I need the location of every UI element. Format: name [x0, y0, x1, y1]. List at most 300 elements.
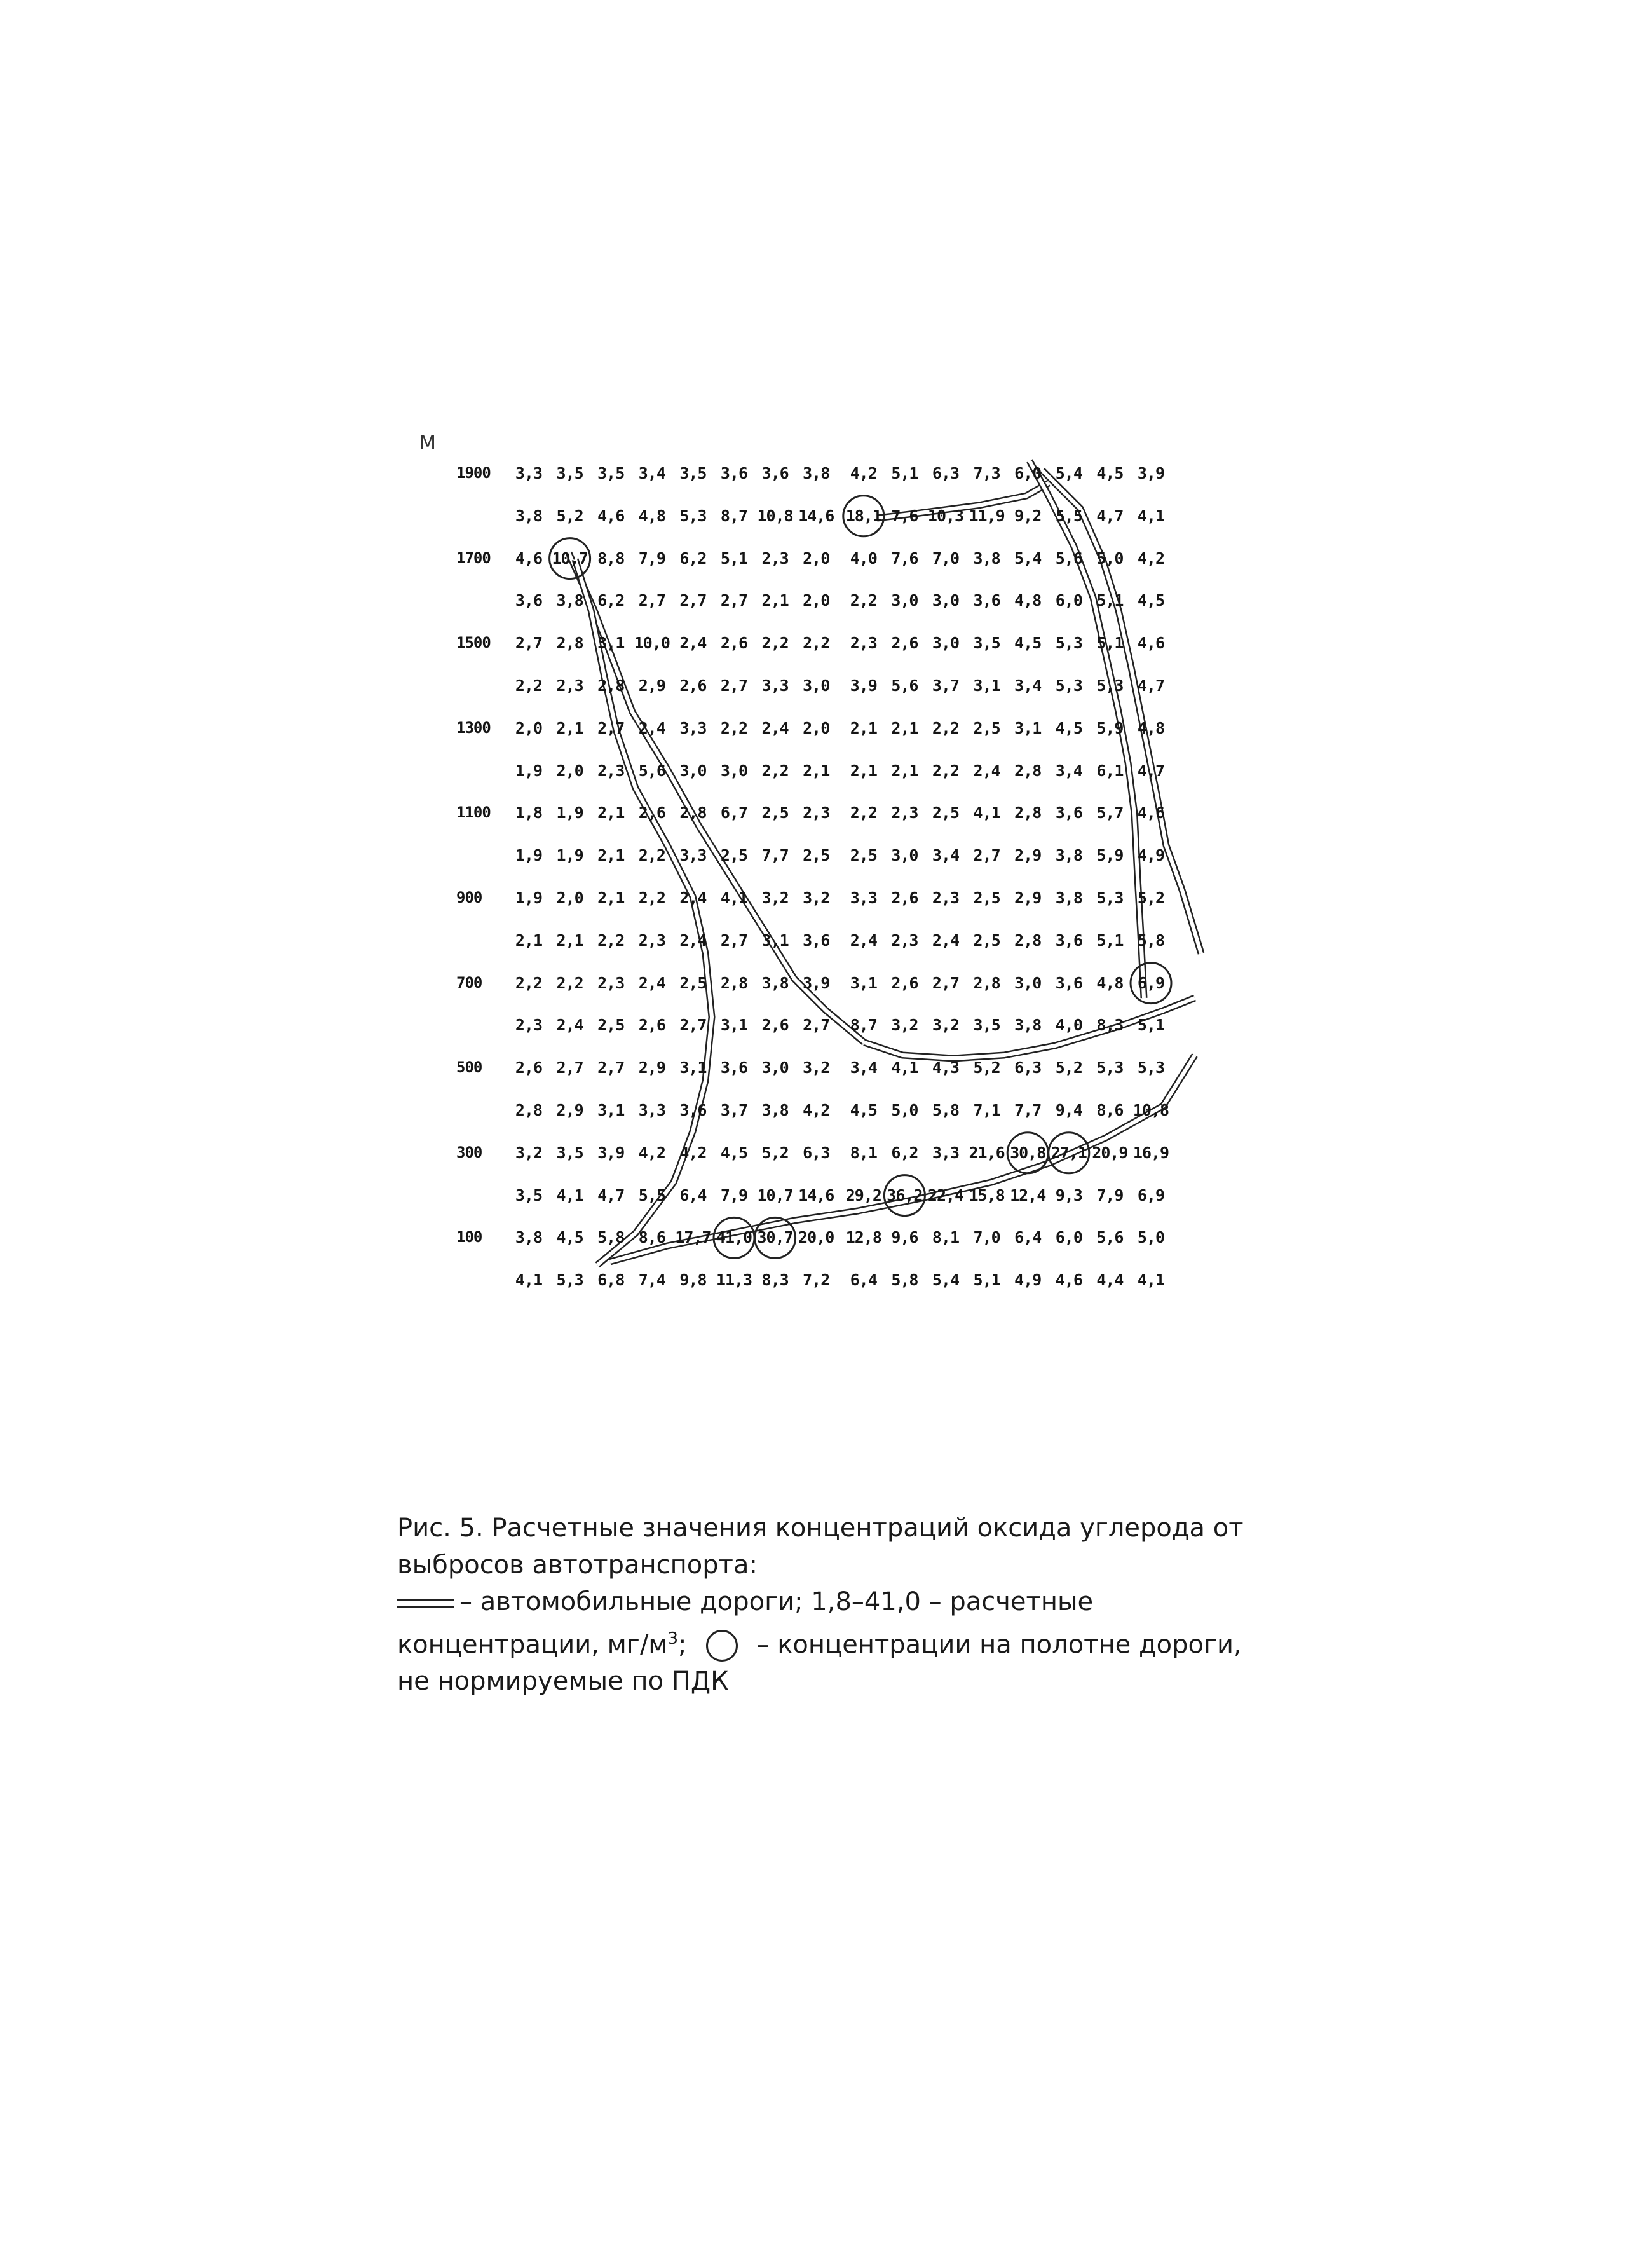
- grid-value: 2,2: [850, 591, 877, 610]
- grid-value: 6,9: [1137, 973, 1165, 992]
- grid-value: 6,1: [1096, 761, 1124, 780]
- grid-value: 4,5: [556, 1228, 583, 1247]
- grid-value: 30,7: [757, 1228, 793, 1247]
- grid-value: 4,1: [720, 889, 748, 907]
- grid-value: 2,1: [803, 761, 830, 780]
- grid-value: 2,3: [597, 761, 625, 780]
- caption-superscript: 3: [667, 1629, 679, 1648]
- grid-value: 22,4: [927, 1185, 964, 1205]
- grid-value: 2,9: [1014, 846, 1042, 865]
- grid-value: 3,1: [720, 1016, 748, 1035]
- grid-value: 2,3: [891, 803, 918, 823]
- grid-value: 2,4: [850, 931, 877, 950]
- grid-value: 5,0: [1137, 1228, 1165, 1247]
- grid-value: 9,4: [1055, 1101, 1082, 1119]
- grid-value: 9,3: [1055, 1185, 1082, 1205]
- grid-value: 3,0: [720, 761, 748, 780]
- grid-value: 3,8: [515, 506, 543, 525]
- grid-value: 4,6: [1137, 803, 1165, 823]
- grid-value: 2,2: [515, 676, 543, 695]
- grid-value: 4,5: [1137, 591, 1165, 610]
- grid-value: 5,5: [638, 1185, 665, 1205]
- grid-value: 4,1: [556, 1185, 583, 1205]
- grid-value: 3,8: [973, 549, 1000, 568]
- road-legend-icon: [397, 1599, 454, 1608]
- grid-value: 3,7: [932, 676, 960, 695]
- figure-caption: [397, 1510, 1268, 1700]
- grid-value: 4,2: [1137, 549, 1165, 568]
- grid-value: 6,9: [1137, 1185, 1165, 1205]
- grid-value: 6,4: [850, 1271, 877, 1290]
- grid-value: 2,5: [720, 846, 748, 865]
- grid-value: 20,9: [1092, 1143, 1128, 1162]
- grid-value: 3,6: [1055, 931, 1082, 950]
- grid-value: 3,8: [803, 464, 830, 482]
- grid-value: 4,7: [597, 1185, 625, 1205]
- grid-value: 5,3: [1055, 676, 1082, 695]
- grid-value: 5,3: [679, 506, 707, 525]
- grid-value: 4,9: [1014, 1271, 1042, 1290]
- grid-value: 3,2: [891, 1016, 918, 1035]
- grid-value: 5,2: [973, 1058, 1000, 1077]
- grid-value: 3,1: [973, 676, 1000, 695]
- grid-value: 30,8: [1010, 1143, 1046, 1162]
- y-axis-label: 1900: [456, 464, 491, 482]
- grid-value: 7,9: [1096, 1185, 1124, 1205]
- grid-value: 15,8: [969, 1185, 1005, 1205]
- grid-value: 2,6: [891, 973, 918, 992]
- grid-value: 3,2: [803, 1058, 830, 1077]
- grid-value: 6,3: [1014, 1058, 1042, 1077]
- grid-value: 2,0: [556, 889, 583, 907]
- grid-value: 4,9: [1137, 846, 1165, 865]
- grid-value: 11,9: [969, 506, 1005, 525]
- grid-value: 2,5: [679, 973, 707, 992]
- grid-value: 3,3: [638, 1101, 665, 1119]
- grid-value: 5,3: [1096, 676, 1124, 695]
- grid-value: 3,0: [932, 634, 960, 653]
- grid-value: 2,6: [679, 676, 707, 695]
- grid-value: 5,8: [597, 1228, 625, 1247]
- grid-value: 3,6: [720, 1058, 748, 1077]
- grid-value: 2,2: [932, 718, 960, 737]
- grid-value: 2,7: [932, 973, 960, 992]
- grid-value: 2,2: [638, 889, 665, 907]
- grid-value: 2,1: [850, 761, 877, 780]
- grid-value: 2,2: [803, 634, 830, 653]
- circle-legend-icon: [706, 1630, 738, 1662]
- grid-value: 5,1: [1096, 931, 1124, 950]
- grid-value: 3,3: [679, 846, 707, 865]
- grid-value: 3,6: [803, 931, 830, 950]
- grid-value: 2,2: [761, 634, 789, 653]
- grid-value: 8,8: [597, 549, 625, 568]
- y-axis-label: 1100: [456, 803, 491, 822]
- grid-value: 5,3: [1096, 1058, 1124, 1077]
- y-axis-label: 900: [456, 889, 482, 906]
- grid-value: 2,4: [679, 889, 707, 907]
- grid-value: 3,6: [679, 1101, 707, 1119]
- grid-value: 3,6: [1055, 803, 1082, 823]
- grid-value: 3,1: [850, 973, 877, 992]
- grid-value: 5,6: [891, 676, 918, 695]
- grid-value: 2,7: [973, 846, 1000, 865]
- grid-value: 2,2: [597, 931, 625, 950]
- grid-value: 5,2: [1137, 889, 1165, 907]
- grid-value: 3,4: [850, 1058, 877, 1077]
- grid-value: 8,7: [850, 1016, 877, 1035]
- grid-value: 4,6: [515, 549, 543, 568]
- grid-value: 2,9: [556, 1101, 583, 1119]
- grid-value: 4,8: [1137, 718, 1165, 737]
- grid-value: 2,7: [597, 718, 625, 737]
- grid-value: 7,6: [891, 506, 918, 525]
- grid-value: 2,8: [515, 1101, 543, 1119]
- grid-value: 4,4: [1096, 1271, 1124, 1290]
- grid-value: 2,7: [638, 591, 665, 610]
- grid-value: 3,2: [761, 889, 789, 907]
- road-outline: [569, 553, 864, 1042]
- grid-value: 3,5: [515, 1185, 543, 1205]
- grid-value: 3,3: [515, 464, 543, 482]
- grid-value: 2,4: [932, 931, 960, 950]
- grid-value: 5,9: [1096, 718, 1124, 737]
- grid-value: 2,2: [720, 718, 748, 737]
- grid-value: 4,2: [679, 1143, 707, 1162]
- grid-value: 6,2: [597, 591, 625, 610]
- grid-value: 2,7: [720, 676, 748, 695]
- grid-value: 5,2: [556, 506, 583, 525]
- grid-value: 2,4: [761, 718, 789, 737]
- grid-value: 5,6: [638, 761, 665, 780]
- grid-value: 3,8: [1055, 846, 1082, 865]
- grid-value: 6,4: [1014, 1228, 1042, 1247]
- grid-value: 3,0: [761, 1058, 789, 1077]
- grid-value: 3,2: [515, 1143, 543, 1162]
- grid-value: 1,8: [515, 803, 543, 823]
- grid-value: 4,1: [1137, 1271, 1165, 1290]
- grid-value: 5,1: [720, 549, 748, 568]
- grid-value: 4,1: [973, 803, 1000, 823]
- grid-value: 1,9: [515, 846, 543, 865]
- grid-value: 8,1: [850, 1143, 877, 1162]
- grid-value: 4,6: [1055, 1271, 1082, 1290]
- grid-value: 2,8: [597, 676, 625, 695]
- grid-value: 2,5: [973, 889, 1000, 907]
- grid-value: 17,7: [675, 1228, 711, 1247]
- grid-value: 7,9: [638, 549, 665, 568]
- grid-value: 8,7: [720, 506, 748, 525]
- grid-value: 3,0: [803, 676, 830, 695]
- grid-value: 3,3: [761, 676, 789, 695]
- grid-value: 5,0: [1096, 549, 1124, 568]
- grid-value: 2,7: [515, 634, 543, 653]
- grid-value: 5,3: [1137, 1058, 1165, 1077]
- grid-value: 3,4: [932, 846, 960, 865]
- grid-value: 3,6: [973, 591, 1000, 610]
- grid-value: 2,2: [638, 846, 665, 865]
- grid-value: 3,0: [679, 761, 707, 780]
- grid-value: 5,1: [891, 464, 918, 482]
- grid-value: 3,8: [515, 1228, 543, 1247]
- grid-value: 2,7: [597, 1058, 625, 1077]
- grid-value: 4,5: [1014, 634, 1042, 653]
- grid-value: 8,6: [1096, 1101, 1124, 1119]
- grid-value: 2,0: [515, 718, 543, 737]
- grid-value: 4,8: [638, 506, 665, 525]
- grid-value: 3,3: [932, 1143, 960, 1162]
- grid-value: 5,4: [932, 1271, 960, 1290]
- grid-value: 5,3: [1055, 634, 1082, 653]
- grid-value: 3,9: [597, 1143, 625, 1162]
- grid-value: 3,5: [973, 1016, 1000, 1035]
- grid-value: 2,3: [515, 1016, 543, 1035]
- grid-value: 1,9: [515, 889, 543, 907]
- grid-value: 6,4: [679, 1185, 707, 1205]
- grid-value: 2,7: [679, 1016, 707, 1035]
- grid-value: 2,3: [597, 973, 625, 992]
- grid-value: 2,6: [891, 634, 918, 653]
- grid-value: 14,6: [798, 1185, 834, 1205]
- grid-value: 6,0: [1055, 1228, 1082, 1247]
- grid-value: 5,0: [891, 1101, 918, 1119]
- grid-value: 2,9: [1014, 889, 1042, 907]
- grid-value: 2,5: [761, 803, 789, 823]
- grid-value: 2,6: [891, 889, 918, 907]
- grid-value: 2,1: [597, 846, 625, 865]
- grid-value: 4,7: [1137, 761, 1165, 780]
- grid-value: 5,8: [1137, 931, 1165, 950]
- grid-value: 12,4: [1010, 1185, 1046, 1205]
- grid-value: 3,1: [679, 1058, 707, 1077]
- grid-value: 2,3: [556, 676, 583, 695]
- grid-value: 2,4: [638, 718, 665, 737]
- grid-value: 4,5: [720, 1143, 748, 1162]
- grid-value: 2,8: [973, 973, 1000, 992]
- grid-value: 41,0: [716, 1228, 752, 1247]
- grid-value: 2,1: [761, 591, 789, 610]
- grid-value: 14,6: [798, 506, 834, 525]
- grid-value: 6,3: [803, 1143, 830, 1162]
- grid-value: 3,4: [1014, 676, 1042, 695]
- grid-value: 4,1: [515, 1271, 543, 1290]
- grid-value: 7,6: [891, 549, 918, 568]
- grid-value: 2,4: [556, 1016, 583, 1035]
- grid-value: 1,9: [556, 846, 583, 865]
- grid-value: 4,0: [1055, 1016, 1082, 1035]
- grid-value: 2,3: [638, 931, 665, 950]
- grid-value: 2,3: [932, 889, 960, 907]
- grid-value: 4,5: [1096, 464, 1124, 482]
- grid-value: 2,1: [891, 718, 918, 737]
- grid-value: 3,8: [761, 973, 789, 992]
- grid-value: 2,2: [515, 973, 543, 992]
- grid-value: 9,6: [891, 1228, 918, 1247]
- grid-value: 2,7: [803, 1016, 830, 1035]
- grid-value: 3,9: [1137, 464, 1165, 482]
- caption-roads-text: – автомобильные дороги; 1,8–41,0 – расчетные концентрации, мг/м: [397, 1587, 1094, 1660]
- grid-value: 5,4: [1055, 464, 1082, 482]
- grid-value: 3,8: [1014, 1016, 1042, 1035]
- grid-value: 4,1: [891, 1058, 918, 1077]
- grid-value: 1,9: [556, 803, 583, 823]
- grid-value: 2,9: [638, 676, 665, 695]
- grid-value: 10,8: [757, 506, 793, 525]
- grid-value: 3,1: [597, 634, 625, 653]
- grid-value: 10,3: [927, 506, 964, 525]
- grid-value: 5,1: [1096, 634, 1124, 653]
- grid-value: 11,3: [716, 1271, 752, 1290]
- grid-value: 6,0: [1014, 464, 1042, 482]
- grid-value: 3,1: [1014, 718, 1042, 737]
- grid-value: 5,6: [1096, 1228, 1124, 1247]
- grid-value: 4,7: [1137, 676, 1165, 695]
- grid-value: 27,1: [1051, 1143, 1087, 1162]
- grid-value: 2,0: [803, 591, 830, 610]
- grid-value: 2,1: [891, 761, 918, 780]
- grid-value: 3,3: [679, 718, 707, 737]
- grid-value: 2,1: [597, 889, 625, 907]
- grid-value: 3,0: [932, 591, 960, 610]
- grid-value: 4,2: [803, 1101, 830, 1119]
- grid-value: 8,3: [1096, 1016, 1124, 1035]
- grid-value: 5,8: [891, 1271, 918, 1290]
- grid-value: 2,2: [850, 803, 877, 823]
- grid-value: 16,9: [1132, 1143, 1169, 1162]
- grid-value: 2,7: [556, 1058, 583, 1077]
- y-axis-label: 1300: [456, 718, 491, 737]
- grid-value: 2,5: [803, 846, 830, 865]
- grid-value: 2,4: [638, 973, 665, 992]
- grid-value: 9,2: [1014, 506, 1042, 525]
- grid-value: 7,2: [803, 1271, 830, 1290]
- grid-value: 2,9: [638, 1058, 665, 1077]
- grid-value: 2,3: [850, 634, 877, 653]
- grid-value: 4,7: [1096, 506, 1124, 525]
- grid-value: 4,6: [597, 506, 625, 525]
- grid-value: 2,5: [932, 803, 960, 823]
- grid-value: 3,8: [761, 1101, 789, 1119]
- grid-value: 3,2: [932, 1016, 960, 1035]
- grid-value: 2,0: [803, 718, 830, 737]
- grid-value: 6,7: [720, 803, 748, 823]
- grid-value: 4,3: [932, 1058, 960, 1077]
- grid-value: 2,0: [556, 761, 583, 780]
- grid-value: 2,5: [597, 1016, 625, 1035]
- grid-value: 7,4: [638, 1271, 665, 1290]
- grid-value: 2,7: [679, 591, 707, 610]
- grid-value: 5,1: [973, 1271, 1000, 1290]
- grid-value: 2,0: [803, 549, 830, 568]
- grid-value: 4,0: [850, 549, 877, 568]
- grid-value: 2,5: [850, 846, 877, 865]
- grid-value: 3,5: [973, 634, 1000, 653]
- grid-value: 3,5: [556, 464, 583, 482]
- grid-value: 5,9: [1096, 846, 1124, 865]
- grid-value: 2,4: [679, 931, 707, 950]
- grid-value: 6,2: [891, 1143, 918, 1162]
- grid-value: 4,5: [1055, 718, 1082, 737]
- grid-value: 8,1: [932, 1228, 960, 1247]
- grid-value: 4,2: [638, 1143, 665, 1162]
- grid-value: 5,4: [1014, 549, 1042, 568]
- grid-value: 2,6: [638, 803, 665, 823]
- grid-value: 3,9: [803, 973, 830, 992]
- grid-value: 7,7: [1014, 1101, 1042, 1119]
- grid-value: 2,6: [638, 1016, 665, 1035]
- grid-value: 2,5: [973, 718, 1000, 737]
- grid-value: 5,6: [1055, 549, 1082, 568]
- grid-value: 7,0: [932, 549, 960, 568]
- caption-title: Рис. 5. Расчетные значения концентраций оксида углерода от выбросов автотранспорта:: [397, 1513, 1244, 1580]
- grid-value: 10,7: [757, 1185, 793, 1205]
- grid-value: 3,6: [515, 591, 543, 610]
- grid-value: 3,5: [597, 464, 625, 482]
- grid-value: 2,1: [850, 718, 877, 737]
- grid-value: 2,8: [1014, 803, 1042, 823]
- grid-value: 3,3: [850, 889, 877, 907]
- grid-value: 5,7: [1096, 803, 1124, 823]
- grid-value: 5,5: [1055, 506, 1082, 525]
- grid-value: 7,7: [761, 846, 789, 865]
- caption-circle-text: – концентрации на полотне дороги, не нормируемые по ПДК: [397, 1630, 1242, 1697]
- grid-value: 2,6: [761, 1016, 789, 1035]
- grid-value: 3,6: [720, 464, 748, 482]
- grid-value: 10,8: [1132, 1101, 1169, 1119]
- grid-value: 2,8: [556, 634, 583, 653]
- grid-value: 3,0: [891, 591, 918, 610]
- grid-value: 9,8: [679, 1271, 707, 1290]
- grid-value: 2,8: [720, 973, 748, 992]
- grid-value: 2,7: [720, 931, 748, 950]
- grid-value: 6,3: [932, 464, 960, 482]
- grid-value: 2,2: [932, 761, 960, 780]
- grid-value: 5,8: [932, 1101, 960, 1119]
- grid-value: 2,8: [1014, 761, 1042, 780]
- y-axis-label: 500: [456, 1058, 482, 1077]
- grid-value: 2,4: [973, 761, 1000, 780]
- caption-legend-roads: [397, 1583, 1268, 1700]
- unit-label: М: [419, 432, 436, 454]
- grid-value: 6,0: [1055, 591, 1082, 610]
- y-axis-label: 1700: [456, 549, 491, 567]
- grid-value: 8,6: [638, 1228, 665, 1247]
- grid-value: 2,3: [761, 549, 789, 568]
- road-fill: [569, 553, 864, 1042]
- grid-value: 4,5: [850, 1101, 877, 1119]
- grid-value: 6,2: [679, 549, 707, 568]
- grid-value: 20,0: [798, 1228, 834, 1247]
- grid-value: 2,8: [1014, 931, 1042, 950]
- grid-value: 3,1: [761, 931, 789, 950]
- grid-value: 2,3: [803, 803, 830, 823]
- grid-value: 3,9: [850, 676, 877, 695]
- grid-value: 3,0: [1014, 973, 1042, 992]
- grid-value: 21,6: [969, 1143, 1005, 1162]
- grid-value: 4,1: [1137, 506, 1165, 525]
- y-axis-label: 700: [456, 973, 482, 992]
- grid-value: 4,8: [1014, 591, 1042, 610]
- grid-value: 2,1: [597, 803, 625, 823]
- grid-value: 1,9: [515, 761, 543, 780]
- grid-value: 3,7: [720, 1101, 748, 1119]
- grid-value: 5,1: [1137, 1016, 1165, 1035]
- grid-value: 5,2: [1055, 1058, 1082, 1077]
- grid-value: 3,5: [679, 464, 707, 482]
- grid-value: 3,4: [638, 464, 665, 482]
- grid-value: 5,3: [1096, 889, 1124, 907]
- grid-value: 4,2: [850, 464, 877, 482]
